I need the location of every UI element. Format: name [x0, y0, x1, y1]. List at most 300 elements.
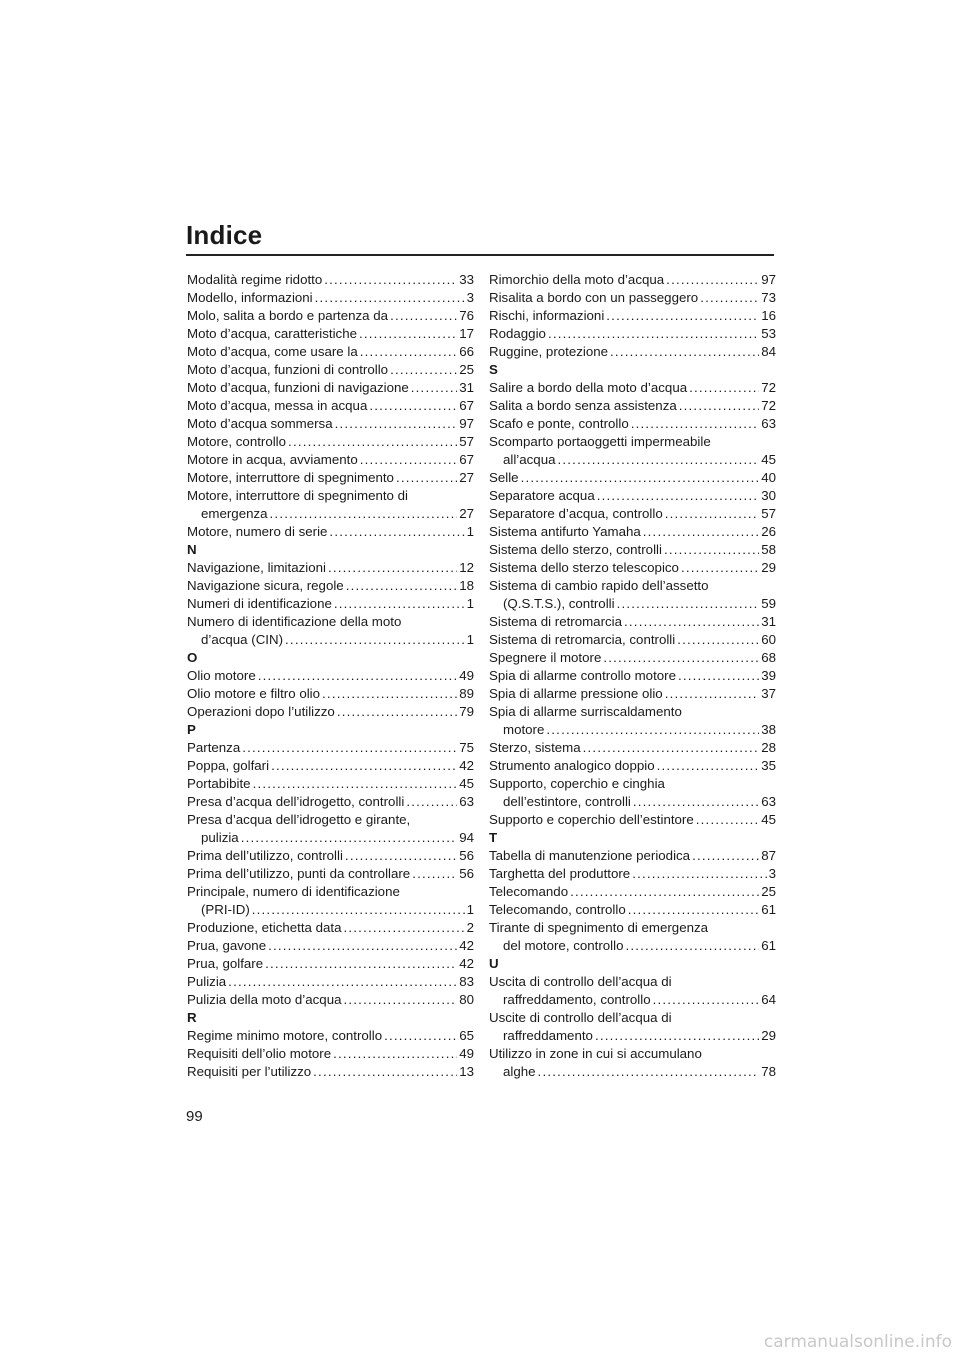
index-entry-text: Telecomando	[489, 884, 569, 899]
dot-leader	[597, 487, 759, 505]
index-entry	[187, 415, 474, 433]
index-entry-text: Requisiti per l’utilizzo	[187, 1064, 312, 1079]
index-entry	[489, 307, 776, 325]
index-entry-page: 56	[459, 848, 474, 863]
index-section-letter: P	[187, 722, 196, 737]
index-entry-text: Prima dell’utilizzo, punti da controllare	[187, 866, 411, 881]
index-entry-text: Produzione, etichetta data	[187, 920, 342, 935]
index-entry-page: 59	[761, 596, 776, 611]
index-entry	[489, 847, 776, 865]
index-entry-page: 1	[466, 902, 474, 917]
dot-leader	[603, 649, 759, 667]
index-entry-page: 58	[761, 542, 776, 557]
dot-leader	[665, 505, 759, 523]
index-entry-text: Principale, numero di identificazione	[187, 884, 400, 899]
index-entry	[489, 901, 776, 919]
index-entry-text: Olio motore	[187, 668, 256, 683]
index-entry-text: Olio motore e filtro olio	[187, 686, 321, 701]
index-entry-text: Uscite di controllo dell’acqua di	[489, 1010, 672, 1025]
index-entry-page: 17	[459, 326, 474, 341]
index-entry-page: 3	[768, 866, 776, 881]
index-entry-page: 1	[466, 596, 474, 611]
index-entry-text: Sistema di cambio rapido dell’assetto	[489, 578, 709, 593]
index-entry	[187, 811, 474, 847]
index-entry	[187, 793, 474, 811]
index-entry	[187, 703, 474, 721]
index-entry-page: 29	[761, 1028, 776, 1043]
index-entry-page: 25	[761, 884, 776, 899]
index-entry	[489, 397, 776, 415]
dot-leader	[333, 1045, 457, 1063]
index-entry-page: 63	[761, 794, 776, 809]
index-entry-text: Presa d’acqua dell’idrogetto, controlli	[187, 794, 405, 809]
index-entry-page: 38	[761, 722, 776, 737]
index-entry-continuation: pulizia	[201, 830, 239, 845]
index-section-letter: N	[187, 542, 197, 557]
dot-leader	[538, 1063, 760, 1081]
dot-leader	[315, 289, 465, 307]
index-entry	[489, 577, 776, 613]
index-entry	[187, 559, 474, 577]
dot-leader	[288, 433, 457, 451]
index-entry	[187, 379, 474, 397]
index-entry-text: Sterzo, sistema	[489, 740, 581, 755]
index-entry	[187, 757, 474, 775]
index-entry	[489, 1045, 776, 1081]
index-entry	[489, 613, 776, 631]
index-entry-page: 27	[459, 506, 474, 521]
index-entry-text: Sistema antifurto Yamaha	[489, 524, 641, 539]
index-entry-continuation: (Q.S.T.S.), controlli	[503, 596, 615, 611]
index-entry-page: 78	[761, 1064, 776, 1079]
index-entry-page: 60	[761, 632, 776, 647]
index-entry-page: 56	[459, 866, 474, 881]
dot-leader	[241, 829, 458, 847]
index-entry	[489, 271, 776, 289]
index-entry	[489, 649, 776, 667]
index-entry	[187, 325, 474, 343]
index-entry-text: Moto d’acqua, caratteristiche	[187, 326, 357, 341]
index-entry-continuation: dell’estintore, controlli	[503, 794, 631, 809]
dot-leader	[322, 685, 457, 703]
index-entry	[187, 937, 474, 955]
index-entry-text: Rimorchio della moto d’acqua	[489, 272, 665, 287]
index-entry	[489, 919, 776, 955]
index-entry-page: 80	[459, 992, 474, 1007]
index-entry	[489, 757, 776, 775]
index-entry-text: Navigazione, limitazioni	[187, 560, 326, 575]
dot-leader	[570, 883, 759, 901]
index-entry	[187, 1027, 474, 1045]
dot-leader	[324, 271, 457, 289]
index-entry-text: Risalita a bordo con un passeggero	[489, 290, 699, 305]
index-entry-page: 57	[761, 506, 776, 521]
dot-leader	[328, 559, 457, 577]
index-entry-page: 87	[761, 848, 776, 863]
index-entry-page: 97	[761, 272, 776, 287]
index-entry-page: 16	[761, 308, 776, 323]
index-entry-text: Presa d’acqua dell’idrogetto e girante,	[187, 812, 411, 827]
index-entry-text: Portabibite	[187, 776, 251, 791]
index-entry-text: Pulizia	[187, 974, 227, 989]
dot-leader	[624, 613, 759, 631]
index-entry	[187, 973, 474, 991]
index-entry-continuation: d’acqua (CIN)	[201, 632, 284, 647]
index-entry-continuation: raffreddamento, controllo	[503, 992, 651, 1007]
index-entry	[489, 559, 776, 577]
index-entry-text: Operazioni dopo l’utilizzo	[187, 704, 335, 719]
index-entry-page: 97	[459, 416, 474, 431]
index-entry-text: Spia di allarme pressione olio	[489, 686, 663, 701]
dot-leader	[665, 685, 760, 703]
index-entry-text: Prima dell’utilizzo, controlli	[187, 848, 343, 863]
dot-leader	[412, 865, 457, 883]
index-entry-text: Sistema di retromarcia, controlli	[489, 632, 676, 647]
dot-leader	[610, 343, 759, 361]
index-entry-page: 27	[459, 470, 474, 485]
index-entry-text: Numero di identificazione della moto	[187, 614, 402, 629]
dot-leader	[329, 523, 464, 541]
index-entry	[187, 991, 474, 1009]
index-entry-text: Ruggine, protezione	[489, 344, 609, 359]
index-entry-page: 40	[761, 470, 776, 485]
index-entry-text: Motore, interruttore di spegnimento	[187, 470, 394, 485]
index-entry	[187, 847, 474, 865]
dot-leader	[521, 469, 760, 487]
dot-leader	[631, 415, 759, 433]
dot-leader	[548, 325, 759, 343]
dot-leader	[313, 1063, 457, 1081]
dot-leader	[360, 451, 457, 469]
index-entry	[187, 685, 474, 703]
dot-leader	[558, 451, 760, 469]
index-section-letter: T	[489, 830, 498, 845]
index-entry-continuation: raffreddamento	[503, 1028, 593, 1043]
index-section-letter: S	[489, 362, 498, 377]
index-entry-page: 26	[761, 524, 776, 539]
index-entry-text: Motore, numero di serie	[187, 524, 328, 539]
index-entry-text: Scomparto portaoggetti impermeabile	[489, 434, 711, 449]
index-entry	[187, 667, 474, 685]
dot-leader	[606, 307, 759, 325]
index-entry-page: 73	[761, 290, 776, 305]
index-entry-page: 49	[459, 1046, 474, 1061]
index-entry-text: Rodaggio	[489, 326, 546, 341]
index-entry	[187, 451, 474, 469]
index-entry	[489, 289, 776, 307]
dot-leader	[346, 577, 458, 595]
dot-leader	[242, 739, 457, 757]
index-entry-text: Requisiti dell’olio motore	[187, 1046, 332, 1061]
index-entry-page: 1	[466, 524, 474, 539]
index-entry-page: 72	[761, 380, 776, 395]
index-entry-text: Separatore d’acqua, controllo	[489, 506, 663, 521]
dot-leader	[337, 703, 457, 721]
dot-leader	[677, 631, 759, 649]
index-entry-text: Prua, golfare	[187, 956, 264, 971]
index-entry-page: 57	[459, 434, 474, 449]
index-entry	[187, 739, 474, 757]
index-entry-page: 30	[761, 488, 776, 503]
dot-leader	[657, 757, 760, 775]
dot-leader	[359, 325, 457, 343]
index-entry-text: Numeri di identificazione	[187, 596, 332, 611]
index-entry-text: Moto d’acqua, come usare la	[187, 344, 358, 359]
index-entry	[187, 343, 474, 361]
dot-leader	[664, 541, 759, 559]
index-entry-text: Moto d’acqua sommersa	[187, 416, 333, 431]
index-entry-text: Uscita di controllo dell’acqua di	[489, 974, 672, 989]
dot-leader	[252, 901, 465, 919]
index-entry	[489, 523, 776, 541]
index-entry	[187, 289, 474, 307]
index-entry-page: 29	[761, 560, 776, 575]
index-entry-page: 35	[761, 758, 776, 773]
index-entry	[187, 523, 474, 541]
index-entry-continuation: motore	[503, 722, 545, 737]
index-entry-page: 76	[459, 308, 474, 323]
dot-leader	[258, 667, 457, 685]
index-entry-text: Scafo e ponte, controllo	[489, 416, 629, 431]
index-entry-text: Tirante di spegnimento di emergenza	[489, 920, 709, 935]
index-entry-text: Moto d’acqua, funzioni di controllo	[187, 362, 389, 377]
index-entry-text: Strumento analogico doppio	[489, 758, 655, 773]
dot-leader	[679, 397, 759, 415]
page-number: 99	[186, 1108, 203, 1125]
index-entry-text: Utilizzo in zone in cui si accumulano	[489, 1046, 702, 1061]
index-entry	[489, 685, 776, 703]
title-rule	[186, 254, 774, 256]
index-entry	[187, 775, 474, 793]
index-entry-page: 25	[459, 362, 474, 377]
index-entry-page: 63	[761, 416, 776, 431]
index-entry	[187, 919, 474, 937]
index-entry-continuation: del motore, controllo	[503, 938, 624, 953]
dot-leader	[384, 1027, 457, 1045]
index-entry-page: 53	[761, 326, 776, 341]
index-entry-page: 63	[459, 794, 474, 809]
dot-leader	[633, 793, 759, 811]
index-entry-text: Pulizia della moto d’acqua	[187, 992, 342, 1007]
index-entry-page: 72	[761, 398, 776, 413]
index-entry	[489, 973, 776, 1009]
index-entry-continuation: (PRI-ID)	[201, 902, 250, 917]
index-entry-text: Navigazione sicura, regole	[187, 578, 344, 593]
index-entry-text: Prua, gavone	[187, 938, 267, 953]
index-entry-text: Rischi, informazioni	[489, 308, 605, 323]
index-entry	[489, 415, 776, 433]
index-entry-page: 37	[761, 686, 776, 701]
index-entry-continuation: alghe	[503, 1064, 536, 1079]
dot-leader	[689, 379, 759, 397]
index-entry	[489, 1009, 776, 1045]
dot-leader	[228, 973, 457, 991]
dot-leader	[546, 721, 759, 739]
dot-leader	[271, 757, 457, 775]
dot-leader	[334, 595, 465, 613]
dot-leader	[369, 397, 457, 415]
dot-leader	[335, 415, 458, 433]
index-entry-text: Salire a bordo della moto d’acqua	[489, 380, 688, 395]
index-entry-text: Partenza	[187, 740, 241, 755]
index-entry-page: 61	[761, 938, 776, 953]
dot-leader	[632, 865, 766, 883]
index-entry-text: Spia di allarme controllo motore	[489, 668, 676, 683]
dot-leader	[625, 937, 759, 955]
dot-leader	[700, 289, 759, 307]
dot-leader	[390, 361, 457, 379]
index-entry	[187, 883, 474, 919]
index-entry-text: Tabella di manutenzione periodica	[489, 848, 691, 863]
dot-leader	[360, 343, 457, 361]
dot-leader	[595, 1027, 759, 1045]
index-entry-page: 45	[761, 452, 776, 467]
dot-leader	[643, 523, 759, 541]
index-entry	[489, 379, 776, 397]
index-entry-text: Telecomando, controllo	[489, 902, 626, 917]
index-entry-page: 42	[459, 758, 474, 773]
index-section-letter: R	[187, 1010, 197, 1025]
dot-leader	[345, 847, 457, 865]
index-entry	[489, 487, 776, 505]
index-entry-text: Motore, controllo	[187, 434, 287, 449]
index-entry-page: 45	[459, 776, 474, 791]
index-entry	[489, 505, 776, 523]
dot-leader	[344, 919, 465, 937]
index-entry	[187, 487, 474, 523]
dot-leader	[678, 667, 759, 685]
index-entry-page: 65	[459, 1028, 474, 1043]
page-title: Indice	[186, 220, 263, 250]
index-entry-text: Supporto, coperchio e cinghia	[489, 776, 665, 791]
dot-leader	[253, 775, 458, 793]
index-entry-continuation: emergenza	[201, 506, 268, 521]
index-section-letter: U	[489, 956, 499, 971]
watermark: carmanualsonline.info	[763, 1332, 952, 1352]
index-column-right	[489, 271, 776, 1081]
dot-leader	[681, 559, 759, 577]
index-column-left	[187, 271, 474, 1081]
index-entry	[489, 541, 776, 559]
dot-leader	[617, 595, 760, 613]
index-entry-text: Targhetta del produttore	[489, 866, 631, 881]
index-entry-text: Molo, salita a bordo e partenza da	[187, 308, 389, 323]
index-entry-page: 42	[459, 956, 474, 971]
index-entry	[489, 811, 776, 829]
dot-leader	[265, 955, 457, 973]
index-entry-text: Separatore acqua	[489, 488, 595, 503]
index-entry-text: Sistema di retromarcia	[489, 614, 623, 629]
index-section-letter: O	[187, 650, 198, 665]
dot-leader	[406, 793, 457, 811]
index-entry-page: 33	[459, 272, 474, 287]
dot-leader	[390, 307, 457, 325]
index-entry-text: Motore, interruttore di spegnimento di	[187, 488, 408, 503]
index-entry	[489, 775, 776, 811]
index-entry-page: 64	[761, 992, 776, 1007]
index-entry	[187, 1045, 474, 1063]
index-entry-page: 13	[459, 1064, 474, 1079]
index-entry	[187, 1063, 474, 1081]
index-entry	[187, 613, 474, 649]
dot-leader	[628, 901, 759, 919]
index-entry-page: 18	[459, 578, 474, 593]
index-entry	[187, 361, 474, 379]
index-entry	[489, 631, 776, 649]
index-entry	[489, 667, 776, 685]
index-entry	[489, 343, 776, 361]
index-entry-text: Poppa, golfari	[187, 758, 270, 773]
index-entry-page: 12	[459, 560, 474, 575]
index-entry-page: 39	[761, 668, 776, 683]
index-entry	[187, 307, 474, 325]
dot-leader	[270, 505, 458, 523]
dot-leader	[583, 739, 760, 757]
index-entry-text: Spia di allarme surriscaldamento	[489, 704, 682, 719]
dot-leader	[285, 631, 465, 649]
index-entry-page: 31	[761, 614, 776, 629]
index-entry	[187, 271, 474, 289]
index-entry-text: Spegnere il motore	[489, 650, 602, 665]
index-entry-page: 1	[466, 632, 474, 647]
index-entry	[489, 865, 776, 883]
index-entry	[187, 397, 474, 415]
index-entry-page: 42	[459, 938, 474, 953]
index-entry	[489, 703, 776, 739]
index-entry-page: 49	[459, 668, 474, 683]
index-entry-page: 79	[459, 704, 474, 719]
index-entry-text: Moto d’acqua, funzioni di navigazione	[187, 380, 409, 395]
dot-leader	[653, 991, 760, 1009]
index-entry	[489, 883, 776, 901]
index-entry-page: 89	[459, 686, 474, 701]
index-entry-page: 75	[459, 740, 474, 755]
dot-leader	[666, 271, 759, 289]
index-entry	[187, 577, 474, 595]
index-entry-page: 94	[459, 830, 474, 845]
index-entry	[187, 595, 474, 613]
index-entry-text: Motore in acqua, avviamento	[187, 452, 358, 467]
index-entry-page: 68	[761, 650, 776, 665]
index-entry	[187, 955, 474, 973]
index-entry	[187, 469, 474, 487]
dot-leader	[344, 991, 458, 1009]
index-entry-page: 45	[761, 812, 776, 827]
index-entry	[489, 325, 776, 343]
index-entry-page: 66	[459, 344, 474, 359]
index-entry-page: 67	[459, 452, 474, 467]
index-entry	[187, 865, 474, 883]
index-entry-page: 3	[466, 290, 474, 305]
index-entry-page: 28	[761, 740, 776, 755]
index-entry-text: Moto d’acqua, messa in acqua	[187, 398, 368, 413]
index-entry-page: 31	[459, 380, 474, 395]
index-entry-text: Sistema dello sterzo telescopico	[489, 560, 679, 575]
index-entry-text: Modalità regime ridotto	[187, 272, 323, 287]
dot-leader	[411, 379, 457, 397]
index-entry-text: Supporto e coperchio dell’estintore	[489, 812, 694, 827]
index-entry-continuation: all’acqua	[503, 452, 556, 467]
index-entry-text: Sistema dello sterzo, controlli	[489, 542, 662, 557]
dot-leader	[692, 847, 759, 865]
dot-leader	[396, 469, 457, 487]
dot-leader	[268, 937, 457, 955]
index-entry-page: 67	[459, 398, 474, 413]
index-entry-text: Selle	[489, 470, 519, 485]
index-entry-page: 61	[761, 902, 776, 917]
index-entry-page: 84	[761, 344, 776, 359]
index-entry-page: 83	[459, 974, 474, 989]
